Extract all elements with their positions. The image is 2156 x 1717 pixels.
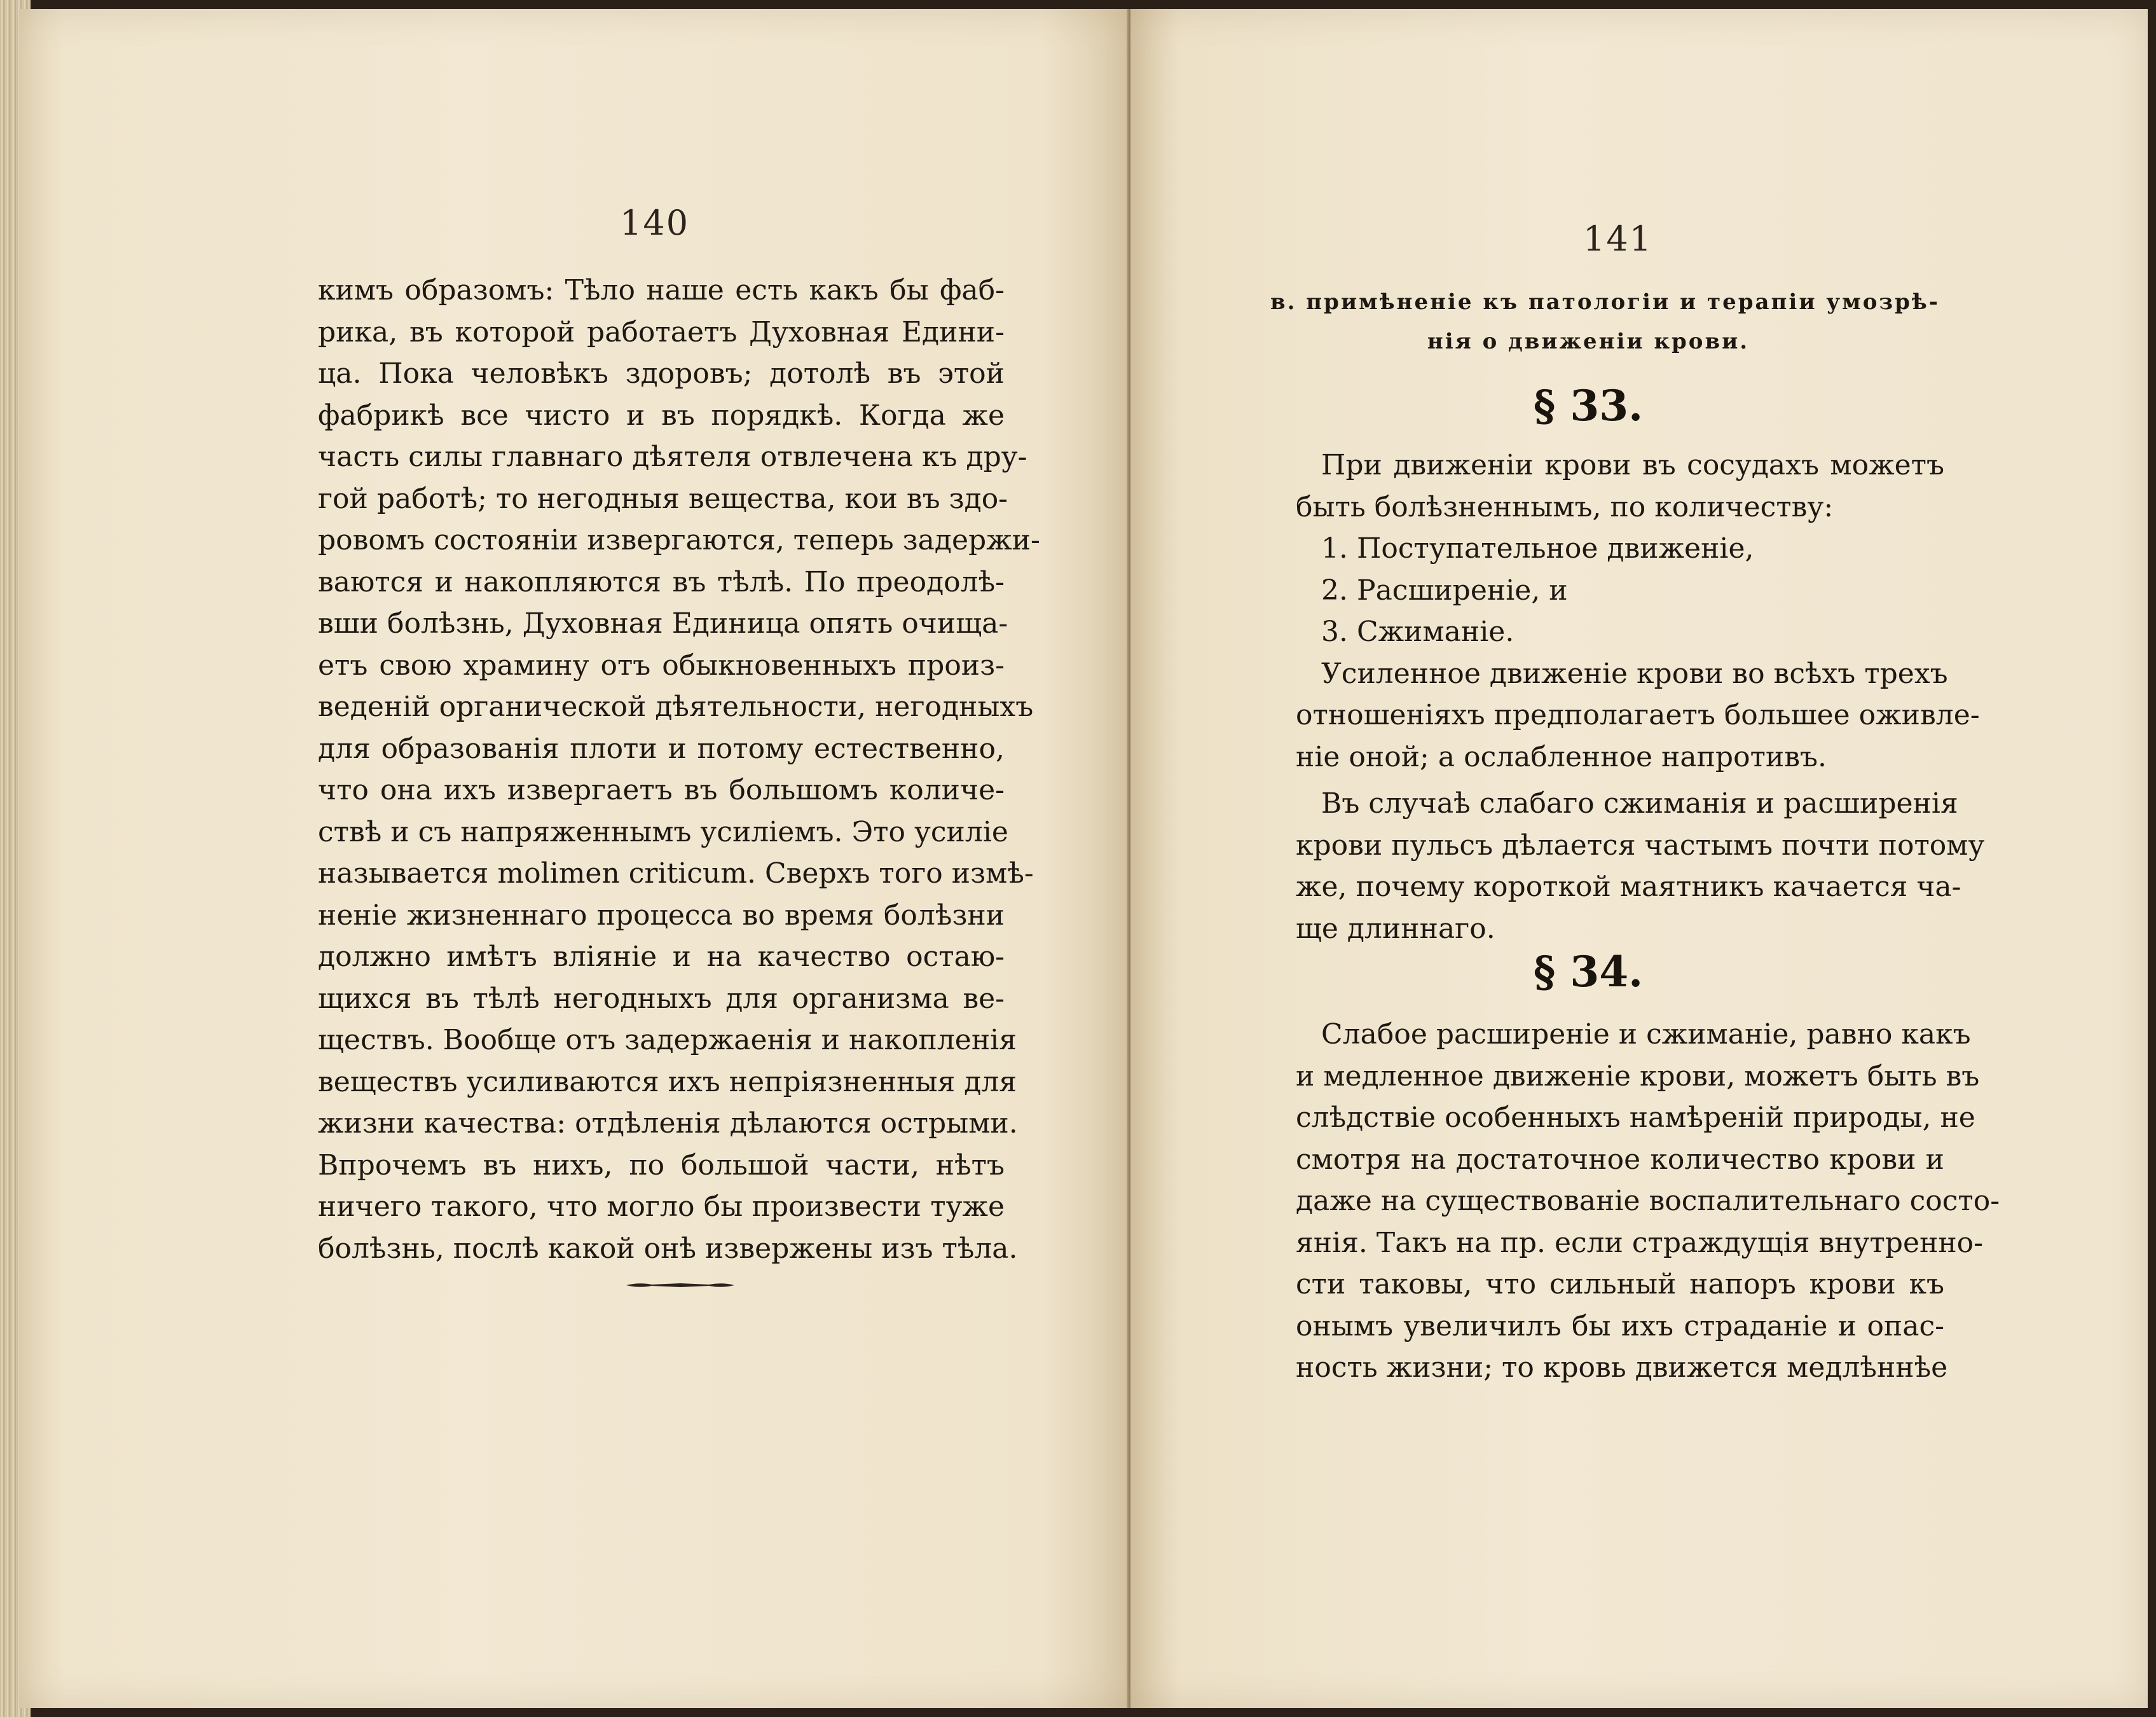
left-text-line: ствѣ и съ напряженнымъ усиліемъ. Это усиліе [318, 815, 1008, 848]
left-text-line: ничего такого, что могло бы произвести туже [318, 1190, 1005, 1223]
left-text-line: болѣзнь, послѣ какой онѣ извержены изъ тѣла. [318, 1232, 1018, 1265]
section-34-line: слѣдствіе особенныхъ намѣреній природы, не [1296, 1101, 1975, 1134]
left-text-line: ровомъ состояніи извергаются, теперь задержи- [318, 524, 1040, 556]
section-34-body [1296, 1014, 2000, 1389]
left-page-body [318, 270, 1040, 1269]
section-33-para2-line: же, почему короткой маятникъ качается ча- [1296, 871, 1961, 903]
section-33-para2-line: крови пульсъ дѣлается частымъ почти потому [1296, 829, 1985, 862]
left-text-line: кимъ образомъ: Тѣло наше есть какъ бы фаб- [318, 274, 1005, 307]
section-33-body [1296, 445, 1985, 949]
section-33-intro-line: быть болѣзненнымъ, по количеству: [1296, 490, 1834, 523]
section-33-mark: § 33. [1533, 381, 1644, 431]
left-text-line: рика, въ которой работаетъ Духовная Едини- [318, 315, 1005, 348]
section-33-list-item: 1. Поступательное движеніе, [1321, 532, 1754, 565]
section-33-intro-line: При движеніи крови въ сосудахъ можетъ [1321, 449, 1944, 481]
left-text-line: ществъ. Вообще отъ задержаенія и накопленія [318, 1024, 1017, 1056]
left-text-line: ца. Пока человѣкъ здоровъ; дотолѣ въ этой [318, 357, 1005, 390]
section-33-para2-line: ще длиннаго. [1296, 912, 1495, 945]
left-text-line: часть силы главнаго дѣятеля отвлечена къ дру- [318, 441, 1027, 473]
chapter-heading-line: нія о движеніи крови. [1427, 329, 1750, 354]
left-text-line: неніе жизненнаго процесса во время болѣзни [318, 899, 1005, 932]
section-34-mark: § 34. [1533, 947, 1644, 996]
section-34-line: сти таковы, что сильный напоръ крови къ [1296, 1268, 1944, 1300]
page-number-right: 141 [1583, 219, 1653, 259]
section-33-para1-line: ніе оной; а ослабленное напротивъ. [1296, 740, 1827, 773]
left-text-line: гой работѣ; то негодныя вещества, кои въ здо- [318, 482, 1008, 515]
left-text-line: для образованія плоти и потому естественно, [318, 732, 1005, 765]
right-page [1130, 9, 2148, 1708]
left-text-line: Впрочемъ въ нихъ, по большой части, нѣтъ [318, 1148, 1005, 1182]
left-text-line: называется molimen criticum. Сверхъ того измѣ- [318, 857, 1034, 890]
left-text-line: щихся въ тѣлѣ негодныхъ для организма ве- [318, 982, 1005, 1015]
left-page [19, 9, 1132, 1708]
section-34-line: онымъ увеличилъ бы ихъ страданіе и опас- [1296, 1309, 1944, 1342]
left-text-line: веществъ усиливаются ихъ непріязненныя для [318, 1065, 1017, 1098]
left-text-line: должно имѣтъ вліяніе и на качество остаю- [318, 941, 1005, 973]
section-34-line: ность жизни; то кровь движется медлѣннѣе [1296, 1351, 1948, 1384]
section-34-line: Слабое расширеніе и сжиманіе, равно какъ [1321, 1018, 1971, 1051]
section-34-line: янія. Такъ на пр. если страждущія внутренно- [1296, 1226, 1984, 1259]
end-ornament [626, 1281, 734, 1290]
section-33-list-item: 3. Сжиманіе. [1321, 616, 1514, 648]
left-text-line: веденій органической дѣятельности, негодныхъ [318, 691, 1034, 723]
left-text-line: етъ свою храмину отъ обыкновенныхъ произ- [318, 649, 1005, 682]
section-34-line: смотря на достаточное количество крови и [1296, 1143, 1944, 1176]
section-34-line: даже на существованіе воспалительнаго состо- [1296, 1185, 2000, 1217]
chapter-heading [1270, 282, 1940, 361]
section-33-para1-line: отношеніяхъ предполагаетъ большее оживле- [1296, 699, 1980, 731]
section-34-line: и медленное движеніе крови, можетъ быть въ [1296, 1059, 1980, 1093]
left-text-line: жизни качества: отдѣленія дѣлаются острыми. [318, 1107, 1018, 1140]
left-text-line: что она ихъ извергаетъ въ большомъ количе- [318, 774, 1005, 806]
section-33-para2-line: Въ случаѣ слабаго сжиманія и расширенія [1321, 787, 1958, 820]
left-text-line: вши болѣзнь, Духовная Единица опять очища- [318, 607, 1008, 640]
section-33-para1-line: Усиленное движеніе крови во всѣхъ трехъ [1321, 657, 1948, 690]
page-number-left: 140 [620, 203, 690, 243]
chapter-heading-line: в. примѣненіе къ патологіи и терапіи умозрѣ- [1270, 289, 1940, 315]
left-text-line: ваются и накопляются въ тѣлѣ. По преодолѣ- [318, 565, 1005, 598]
section-33-list-item: 2. Расширеніе, и [1321, 574, 1568, 607]
left-text-line: фабрикѣ все чисто и въ порядкѣ. Когда же [318, 399, 1005, 432]
